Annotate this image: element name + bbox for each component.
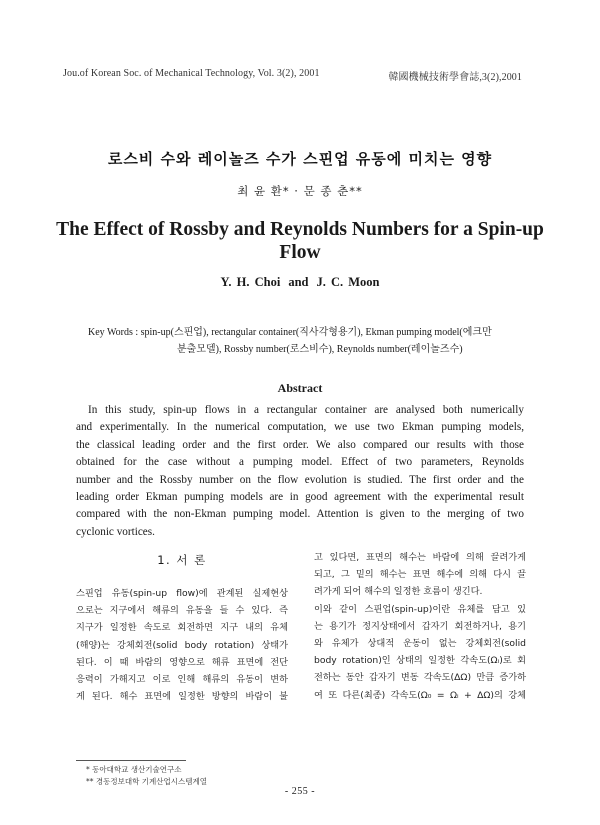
footnote-affiliation-1: * 동아대학교 생산기술연구소 xyxy=(86,765,182,774)
abstract-body xyxy=(76,402,524,541)
body-line: 스핀업 유동(spin-up flow)에 관계된 실제현상 xyxy=(76,588,288,599)
footnote-affiliation-2: ** 경동정보대학 기계산업시스템계열 xyxy=(86,777,207,786)
author-moon: J. C. Moon xyxy=(316,275,380,289)
body-line: 와 유체가 상대적 운동이 없는 강체회전(solid xyxy=(314,638,526,650)
abstract-line: and experimentally. In the numerical computation, we use two Ekman pumping models, xyxy=(76,421,524,434)
body-line: 여 또 다른(최종) 각속도(Ω₀ = Ωᵢ + ΔΩ)의 강체 xyxy=(314,689,526,701)
abstract-heading: Abstract xyxy=(277,381,323,395)
abstract-line: leading order Ekman pumping models are in good agreement with the experimental result xyxy=(76,491,524,504)
body-column-left xyxy=(76,585,288,705)
body-line: 려가게 되어 해수의 일정한 흐름이 생긴다. xyxy=(314,586,483,598)
keywords xyxy=(88,324,548,358)
body-line: 전하는 동안 갑자기 변동 각속도(ΔΩ) 만큼 증가하 xyxy=(314,672,526,684)
body-line: 된다. 이 때 바람의 영향으로 해류 표면에 전단 xyxy=(76,656,288,668)
page-number: - 255 - xyxy=(284,786,316,797)
journal-header-right: 韓國機械技術學會誌,3(2),2001 xyxy=(388,72,522,83)
abstract-line: cyclonic vortices. xyxy=(76,525,155,538)
body-line: (해양)는 강체회전(solid body rotation) 상태가 xyxy=(76,639,288,651)
body-line: 지구가 일정한 속도로 회전하면 지구 내의 유체 xyxy=(76,622,288,634)
korean-authors: 최 윤 환* · 문 종 춘** xyxy=(237,184,363,198)
abstract-line: obtained for the case without a pumping model. Effect of two parameters, Reynolds xyxy=(76,456,524,469)
body-line: 이와 같이 스핀업(spin-up)이란 유체를 담고 있 xyxy=(314,603,526,615)
body-line: 되고, 그 밑의 해수는 표면 해수에 의해 다시 끌 xyxy=(314,569,526,581)
body-line: 으로는 지구에서 해류의 유동을 들 수 있다. 즉 xyxy=(76,605,288,617)
section-heading-introduction: 1. 서 론 xyxy=(157,553,207,567)
body-line: 응력이 가해지고 이로 인해 해류의 유동이 변하 xyxy=(76,674,288,686)
body-line: body rotation)인 상태의 일정한 각속도(Ωᵢ)로 회 xyxy=(314,655,526,667)
author-conjunction: and xyxy=(288,275,309,289)
abstract-line: compared with the non-Ekman pumping model. Attention is given to the merging of two xyxy=(76,508,524,521)
footnote-divider xyxy=(76,760,186,761)
abstract-line: number and the Rossby number on the flow evolution is studied. The first order and the xyxy=(76,473,524,486)
abstract-line: the classical leading order and the first order. We also compared our results with those xyxy=(76,438,524,451)
english-title: The Effect of Rossby and Reynolds Numbers for a Spin-up Flow xyxy=(56,219,544,263)
korean-title: 로스비 수와 레이놀즈 수가 스핀업 유동에 미치는 영향 xyxy=(107,150,493,168)
journal-header-left: Jou.of Korean Soc. of Mechanical Technology, Vol. 3(2), 2001 xyxy=(63,68,320,79)
body-line: 는 용기가 정지상태에서 갑자기 회전하거나, 용기 xyxy=(314,620,526,632)
keywords-line-2: 분출모델), Rossby number(로스비수), Reynolds number(레이놀즈수) xyxy=(177,344,463,355)
body-column-right xyxy=(314,549,526,704)
keywords-line-1: Key Words : spin-up(스핀업), rectangular container(직사각형용기), Ekman pumping model(에크만 xyxy=(88,327,492,338)
english-authors xyxy=(0,275,600,290)
body-line: 게 된다. 해수 표면에 일정한 방향의 바람이 불 xyxy=(76,691,288,703)
body-line: 고 있다면, 표면의 해수는 바람에 의해 끌려가게 xyxy=(314,552,526,563)
abstract-line: In this study, spin-up flows in a rectangular container are analysed both numerically xyxy=(88,404,524,416)
author-choi: Y. H. Choi xyxy=(220,275,281,289)
